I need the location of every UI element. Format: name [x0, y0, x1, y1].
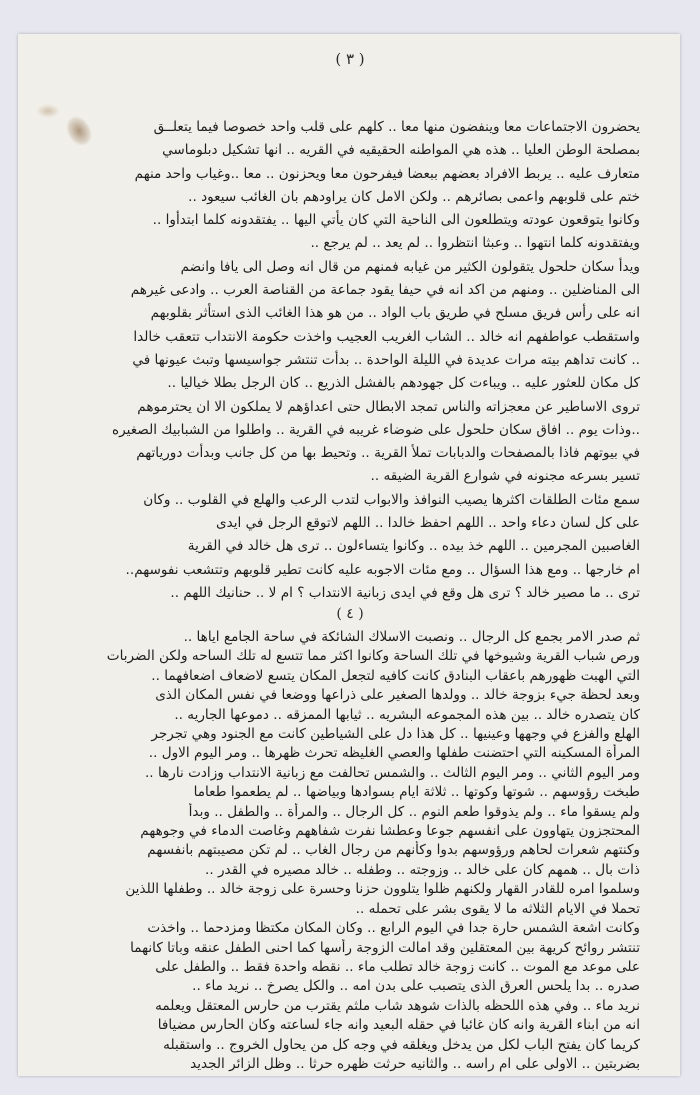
text-line: ام خارجها .. ومع هذا السؤال .. ومع مئات الاجوبه عليه كانت تطير قلوبهم وتتشعب نفوسهم..	[125, 561, 640, 578]
text-line: نريد ماء .. وفي هذه اللحظه بالذات شوهد شاب ملثم يقترب من حارس المعتقل ويعلمه	[155, 997, 640, 1014]
text-line: يحضرون الاجتماعات معا وينفضون منها معا .. كلهم على قلب واحد خصوصا فيما يتعلــق	[153, 119, 640, 135]
text-line: ترى .. ما مصير خالد ؟ ترى هل وقع في ايدى زبانية الانتداب ؟ ام لا .. حنانيك اللهم ..	[170, 584, 640, 601]
text-line: وكنتهم شعرات لحاهم ورؤوسهم بدوا وكأنهم من رجال الغاب .. لم تكن مصيبتهم بانفسهم	[147, 842, 640, 859]
text-line: وبعد لحظة جيء بزوجة خالد .. وولدها الصغير على ذراعها ووضعا في نفس المكان الذى	[155, 687, 640, 704]
text-line: تروى الاساطير عن معجزاته والناس تمجد الابطال حتى اعداؤهم لا يملكون الا ان يحترموهم	[137, 398, 640, 415]
text-line: تنتشر روائح كريهة بين المعتقلين وقد امالت الزوجة رأسها كما احنى الطفل عنقه وباتا كانهما	[130, 939, 640, 956]
text-line: الى المناضلين .. ومنهم من اكد انه في حيفا يقود جماعة من القناصة العرب .. وادعى غيرهم	[130, 282, 640, 299]
section-number: ( ٤ )	[336, 606, 364, 622]
text-line: المرأة المسكينه التي احتضنت طفلها والعصي الغليظه تحرث ظهرها .. ومر اليوم الاول ..	[148, 745, 640, 762]
text-line: ورص شباب القرية وشيوخها في تلك الساحة وكانوا اكثر مما تتسع له تلك الساحه ولكن الضربات	[106, 648, 640, 665]
text-line: وكانوا يتوقعون عودته ويتطلعون الى الناحية التي كان يأتي اليها .. يفتقدونه كلما ابتدأوا ..	[152, 212, 640, 229]
text-line: انه من ابناء القرية وانه كان غائبا في حقله البعيد وانه جاء لساعته وكان الحارس مضيافا	[157, 1017, 640, 1034]
punch-hole-mark	[36, 104, 60, 118]
text-line: على موعد مع الموت .. كانت زوجة خالد تطلب ماء .. نقطه واحدة فقط .. والطفل على	[155, 958, 640, 975]
text-line: ويدأ سكان حلحول يتقولون الكثير من غيابه فمنهم من قال انه وصل الى يافا وانضم	[180, 258, 640, 275]
paragraph-section-4	[66, 628, 640, 1074]
text-line: التي الهبت ظهورهم باعقاب البنادق كانت كافيه لتجعل المكان يتسع لاضعاف اضعافهما ..	[151, 667, 640, 684]
text-line: طبخت رؤوسهم .. شوتها وكوتها .. ثلاثة ايام بسوادها وبياضها .. لم يطعموا طعاما	[193, 784, 640, 801]
text-line: كريما كان يفتح الباب لكل من يدخل ويغلقه في وجه كل من يحاول الخروج .. واستقبله	[163, 1036, 640, 1053]
text-line: كان يتصدره خالد .. بين هذه المجموعه البشريه .. ثيابها الممزقه .. دموعها الجاريه ..	[174, 706, 640, 723]
text-line: ولم يسقوا ماء .. ولم يذوقوا طعم النوم .. كل الرجال .. والمرأة .. والطفل .. وبدأ	[188, 803, 640, 820]
text-line: ذات بال .. همهم كان على خالد .. وزوجته .. وطفله .. خالد مصيره في القدر ..	[205, 861, 640, 878]
text-line: كل مكان للعثور عليه .. ويباءت كل جهودهم بالفشل الذريع .. كان الرجل بطلا خياليا ..	[167, 375, 640, 392]
text-line: ويفتقدونه كلما انتهوا .. وعبثا انتظروا .. لم يعد .. لم يرجع ..	[310, 235, 640, 252]
page-number: ( ٣ )	[335, 50, 365, 68]
text-line: واستقطب عواطفهم انه خالد .. الشاب الغريب العجيب واخذت حكومة الانتداب تتعقب خالدا	[133, 328, 640, 345]
text-line: وسلموا امره للقادر القهار ولكنهم ظلوا يتلوون حزنا وحسرة على زوجة خالد .. وطفلها اللذين	[125, 881, 640, 898]
text-line: الغاصبين المجرمين .. اللهم خذ بيده .. وكانوا يتساءلون .. ترى هل خالد في القرية	[187, 538, 640, 555]
text-line: ومر اليوم الثاني .. ومر اليوم الثالث .. والشمس تحالفت مع زبانية الانتداب وزادت نارها ..	[144, 764, 640, 781]
text-line: وكانت اشعة الشمس حارة جدا في اليوم الرابع .. وكان المكان مكتظا ومزدحما .. واخذت	[147, 920, 640, 937]
text-line: ..وذات يوم .. افاق سكان حلحول على ضوضاء غريبه في القرية .. واطلوا من الشبابيك الصغيره	[112, 421, 640, 438]
text-line: بضربتين .. الاولى على ام راسه .. والثانيه حرثت ظهره حرثا .. وظل الزائر الجديد	[190, 1055, 640, 1072]
text-line: صدره .. بدا يلحس العرق الذى يتصبب على بدن امه .. والكل يصرخ .. نريد ماء ..	[192, 978, 640, 995]
text-line: تسير بسرعه مجنونه في شوارع القرية الضيقه ..	[370, 468, 640, 485]
text-line: سمع مئات الطلقات اكثرها يصيب النوافذ والابواب لتدب الرعب والهلع في القلوب .. وكان	[143, 491, 640, 508]
text-line: ثم صدر الامر بجمع كل الرجال .. ونصبت الاسلاك الشائكة في ساحة الجامع اياها ..	[183, 629, 640, 645]
text-line: ختم على قلوبهم واعمى بصائرهم .. ولكن الامل كان يراودهم بان الغائب سيعود ..	[188, 188, 640, 205]
text-line: .. كانت تداهم بيته مرات عديدة في الليلة الواحدة .. بدأت تنتشر جواسيسها وتبث عيونها في	[132, 351, 640, 368]
text-line: الهلع والفزع في وجهها وعينيها .. كل هذا دل على الشياطين كانت مع الجنود وهي تجرجر	[151, 726, 640, 743]
text-line: على كل لسان دعاء واحد .. اللهم احفظ خالدا .. اللهم لاتوقع الرجل في ايدى	[215, 515, 640, 532]
text-line: تحملا في الايام الثلاثه ما لا يقوى بشر على تحمله ..	[355, 900, 640, 917]
paragraph-section-3	[66, 116, 640, 605]
text-line: بمصلحة الوطن العليا .. هذه هي المواطنه الحقيقيه في القريه .. انها تشكيل دبلوماسي	[162, 142, 640, 159]
text-line: متعارف عليه .. يربط الافراد بعضهم ببعضا فيفرحون معا ويحزنون .. معا ..وغياب واحد منهم	[134, 165, 640, 182]
text-line: في بيوتهم فاذا بالمصفحات والدبابات تملأ القرية .. وتحيط بها من كل جانب وبدأت دورياتهم	[136, 445, 640, 462]
text-line: انه على رأس فريق مسلح في طريق باب الواد .. من هو هذا الغائب الذى استأثر بقلوبهم	[150, 305, 640, 322]
text-line: المحتجزون يتهاوون على انفسهم جوعا وعطشا نفرت شفاههم وغاصت الدماء في وجوههم	[140, 823, 640, 840]
